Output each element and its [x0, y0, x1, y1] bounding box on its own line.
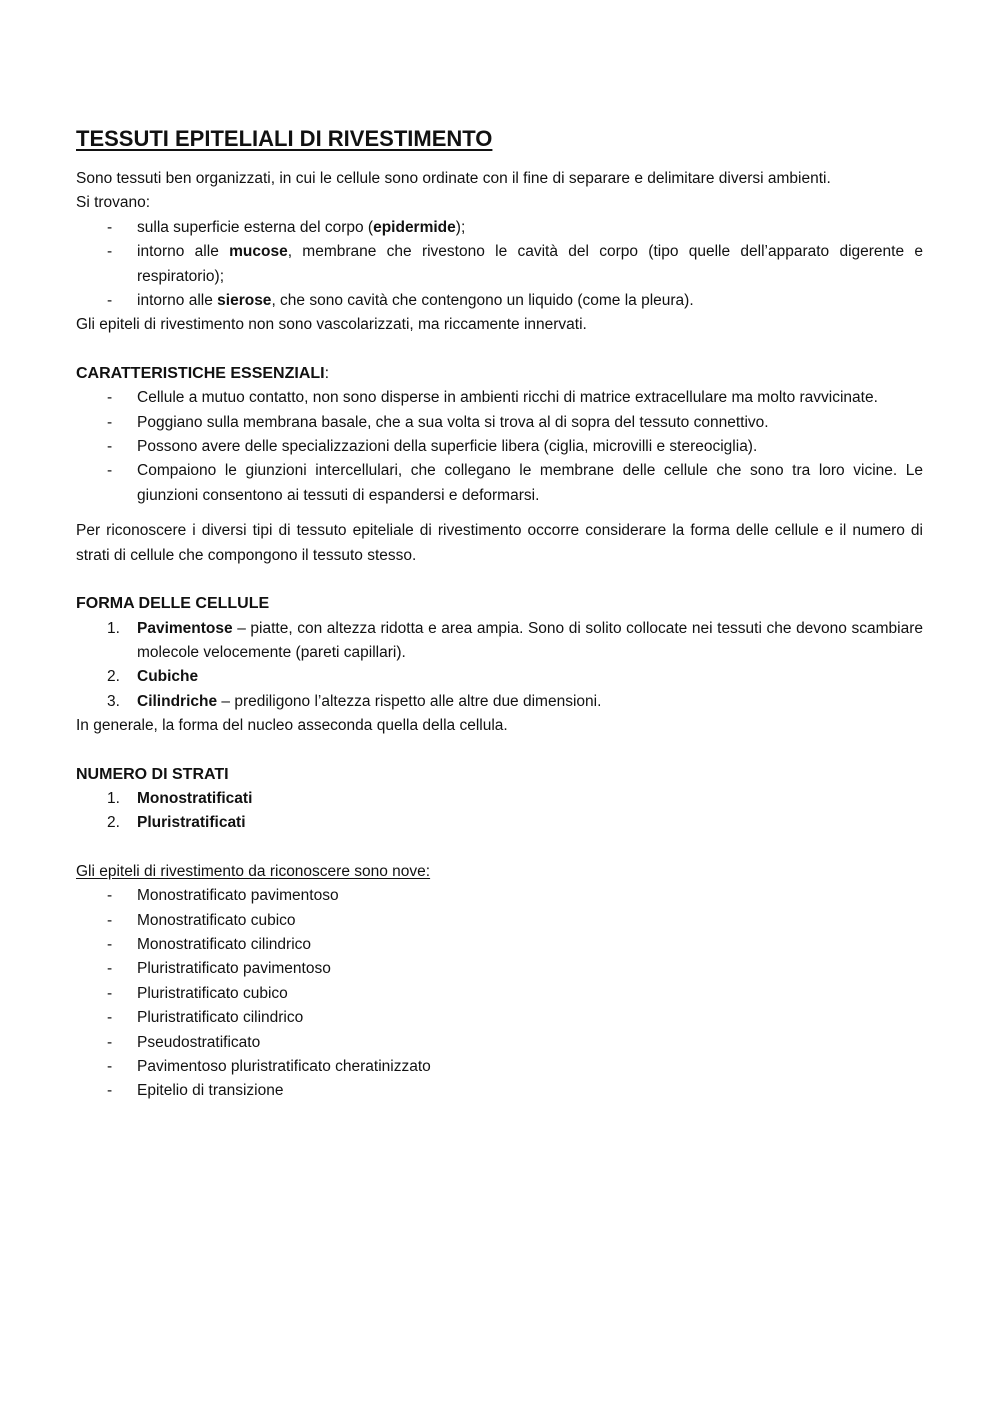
list-item-bold: sierose	[217, 292, 272, 310]
dash-marker: -	[107, 935, 113, 953]
list-item	[76, 1055, 923, 1079]
list-item-text: Pavimentoso pluristratificato cheratinizzato	[137, 1058, 431, 1075]
list-item-text: – prediligono l’altezza rispetto alle altre due dimensioni.	[217, 692, 602, 710]
list-item	[76, 386, 923, 410]
list-item-text: Pluristratificato cilindrico	[137, 1009, 304, 1027]
list-item-text: Epitelio di transizione	[137, 1082, 284, 1100]
list-item-text: );	[455, 218, 466, 236]
dash-marker: -	[107, 462, 113, 480]
list-item	[76, 787, 923, 811]
list-item-text: Monostratificato pavimentoso	[137, 887, 339, 905]
list-item-text: Monostratificato cubico	[137, 911, 296, 929]
list-item	[76, 933, 923, 957]
list-item	[76, 811, 923, 835]
list-item	[76, 1079, 923, 1103]
nine-epithelia-heading: Gli epiteli di rivestimento da riconoscere sono nove:	[76, 862, 431, 880]
list-item-text: Pluristratificato pavimentoso	[137, 960, 331, 978]
list-item	[76, 909, 923, 933]
list-item	[76, 1006, 923, 1030]
list-item-bold: Cubiche	[137, 668, 199, 686]
list-item-text: Monostratificato cilindrico	[137, 935, 312, 953]
dash-marker: -	[107, 389, 113, 407]
list-item-bold: Pluristratificati	[137, 814, 246, 832]
section-heading-strati: NUMERO DI STRATI	[76, 765, 229, 783]
strati-list	[76, 787, 923, 836]
number-marker: 2.	[107, 814, 120, 832]
heading-text: CARATTERISTICHE ESSENZIALI	[76, 364, 325, 382]
caratteristiche-list	[76, 386, 923, 508]
dash-marker: -	[107, 960, 113, 978]
list-item	[76, 435, 923, 459]
section-heading-caratteristiche	[76, 362, 923, 386]
dash-marker: -	[107, 1058, 113, 1075]
list-item-text: sulla superficie esterna del corpo (	[137, 218, 374, 236]
dash-marker: -	[107, 243, 113, 261]
list-item	[76, 459, 923, 508]
list-item-bold: Monostratificati	[137, 789, 253, 807]
list-item	[76, 982, 923, 1006]
dash-marker: -	[107, 1009, 113, 1027]
list-item-text: – piatte, con altezza ridotta e area ampia. Sono di solito collocate nei tessuti che devono scambiare molecole velocemente (pareti capillari).	[137, 619, 923, 661]
recognition-paragraph: Per riconoscere i diversi tipi di tessuto epiteliale di rivestimento occorre considerare la forma delle cellule e il numero di strati di cellule che compongono il tessuto stesso.	[76, 522, 923, 564]
list-item-text: , che sono cavità che contengono un liquido (come la pleura).	[271, 292, 694, 310]
number-marker: 1.	[107, 619, 120, 637]
list-item-bold: Pavimentose	[137, 619, 233, 637]
list-item	[76, 957, 923, 981]
intro-paragraph: Sono tessuti ben organizzati, in cui le cellule sono ordinate con il fine di separare e delimitare diversi ambienti.	[76, 170, 831, 187]
list-item-text: intorno alle	[137, 243, 230, 261]
list-item-text: Poggiano sulla membrana basale, che a sua volta si trova al di sopra del tessuto connettivo.	[137, 413, 769, 431]
page-title: TESSUTI EPITELIALI DI RIVESTIMENTO	[76, 126, 493, 151]
dash-marker: -	[107, 438, 113, 456]
list-item	[76, 1031, 923, 1055]
list-item-text: Pseudostratificato	[137, 1033, 261, 1051]
list-item	[76, 617, 923, 666]
document-page	[76, 124, 923, 1104]
list-item	[76, 216, 923, 240]
list-item-bold: mucose	[229, 243, 288, 261]
location-list	[76, 216, 923, 314]
dash-marker: -	[107, 984, 113, 1002]
list-item	[76, 665, 923, 689]
epithelia-list	[76, 884, 923, 1104]
list-item	[76, 411, 923, 435]
section-heading-forma: FORMA DELLE CELLULE	[76, 595, 270, 613]
list-item-text: Pluristratificato cubico	[137, 984, 288, 1002]
forma-list	[76, 617, 923, 715]
dash-marker: -	[107, 911, 113, 929]
list-item-bold: epidermide	[373, 218, 456, 236]
list-item-bold: Cilindriche	[137, 692, 218, 710]
list-item-text: , membrane che rivestono le cavità del corpo (tipo quelle dell’apparato digerente e respiratorio);	[137, 243, 923, 285]
heading-colon: :	[324, 364, 330, 382]
dash-marker: -	[107, 413, 113, 431]
dash-marker: -	[107, 1033, 113, 1051]
list-item-text: Cellule a mutuo contatto, non sono disperse in ambienti ricchi di matrice extracellulare ma molto ravvicinate.	[137, 389, 878, 407]
list-item	[76, 690, 923, 714]
list-item-text: Possono avere delle specializzazioni della superficie libera (ciglia, microvilli e stereociglia).	[137, 438, 758, 456]
list-item	[76, 289, 923, 313]
nucleus-note: In generale, la forma del nucleo asseconda quella della cellula.	[76, 717, 508, 735]
number-marker: 2.	[107, 668, 120, 686]
innervation-paragraph: Gli epiteli di rivestimento non sono vascolarizzati, ma riccamente innervati.	[76, 316, 587, 334]
dash-marker: -	[107, 887, 113, 905]
list-item-text: Compaiono le giunzioni intercellulari, che collegano le membrane delle cellule che sono tra loro vicine. Le giunzioni consentono ai tessuti di espandersi e deformarsi.	[137, 462, 923, 504]
list-item	[76, 240, 923, 289]
list-item-text: intorno alle	[137, 292, 218, 310]
dash-marker: -	[107, 292, 113, 310]
dash-marker: -	[107, 218, 113, 236]
number-marker: 1.	[107, 789, 120, 807]
dash-marker: -	[107, 1082, 113, 1100]
number-marker: 3.	[107, 692, 120, 710]
list-item	[76, 884, 923, 908]
intro-trovano: Si trovano:	[76, 194, 151, 212]
